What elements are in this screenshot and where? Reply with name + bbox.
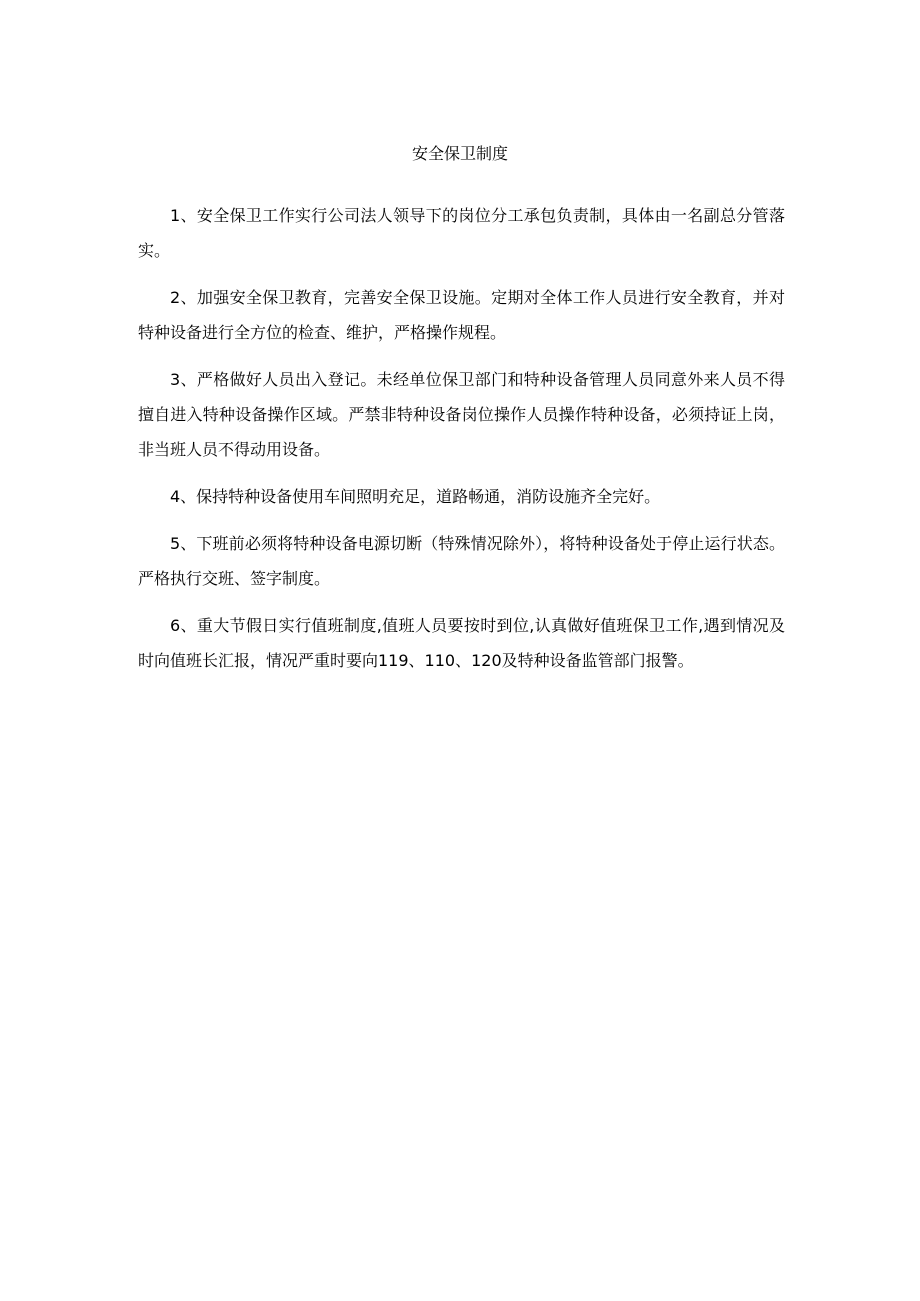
paragraph-4: 4、保持特种设备使用车间照明充足，道路畅通，消防设施齐全完好。 <box>170 487 661 506</box>
document-title: 安全保卫制度 <box>411 144 508 163</box>
document-body <box>138 198 785 690</box>
paragraph-3: 3、严格做好人员出入登记。未经单位保卫部门和特种设备管理人员同意外来人员不得擅自进入特种设备操作区域。严禁非特种设备岗位操作人员操作特种设备，必须持证上岗，非当班人员不得动用设备。 <box>138 370 785 459</box>
paragraph-5: 5、下班前必须将特种设备电源切断（特殊情况除外），将特种设备处于停止运行状态。严格执行交班、签字制度。 <box>138 534 785 588</box>
paragraph-1: 1、安全保卫工作实行公司法人领导下的岗位分工承包负责制，具体由一名副总分管落实。 <box>138 206 785 260</box>
paragraph-6: 6、重大节假日实行值班制度,值班人员要按时到位,认真做好值班保卫工作,遇到情况及时向值班长汇报，情况严重时要向119、110、120及特种设备监管部门报警。 <box>138 616 785 670</box>
paragraph-2: 2、加强安全保卫教育，完善安全保卫设施。定期对全体工作人员进行安全教育，并对特种设备进行全方位的检查、维护，严格操作规程。 <box>138 288 785 342</box>
